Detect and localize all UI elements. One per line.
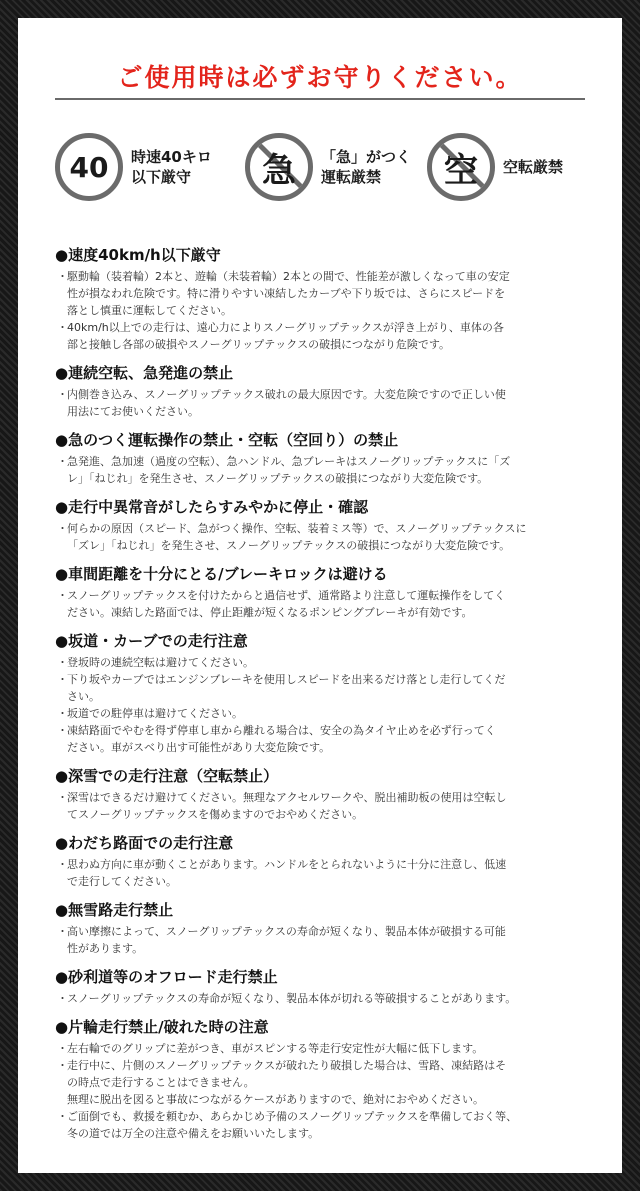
list-item [55, 705, 603, 722]
item-marker: ・ [57, 388, 68, 401]
item-text: 40km/h以上での走行は、遠心力によりスノーグリップテックスが浮き上がり、車体の各 [67, 321, 504, 334]
item-text: 高い摩擦によって、スノーグリップテックスの寿命が短くなり、製品本体が破損する可能 [67, 925, 506, 938]
title-divider [55, 98, 585, 100]
item-text: 内側巻き込み、スノーグリップテックス破れの最大原因です。大変危険ですので正しい使 [67, 388, 506, 401]
no-wheel-spin-icon: 空 [427, 133, 495, 201]
caution-section [55, 497, 603, 554]
item-text: 性があります。 [67, 942, 144, 955]
list-item-continuation [55, 470, 603, 487]
section-heading-text: 砂利道等のオフロード走行禁止 [68, 968, 278, 986]
list-item-continuation [55, 873, 603, 890]
section-heading [55, 833, 603, 853]
bullet-marker: ● [55, 968, 69, 986]
list-item-continuation [55, 302, 603, 319]
item-text: ご面倒でも、救援を頼むか、あらかじめ予備のスノーグリップテックスを準備しておく等、 [67, 1110, 518, 1123]
item-marker: ・ [57, 724, 68, 737]
bullet-marker: ● [55, 834, 69, 852]
bullet-marker: ● [55, 767, 69, 785]
item-marker: ・ [57, 455, 68, 468]
item-text: 性が損なわれ危険です。特に滑りやすい凍結したカーブや下り坂では、さらにスピードを [67, 287, 506, 300]
badge-label: 「急」がつく 運転厳禁 [321, 148, 412, 186]
list-item [55, 268, 603, 285]
item-text: さい。 [67, 690, 100, 703]
item-marker: ・ [57, 858, 68, 871]
item-marker: ・ [57, 707, 68, 720]
item-text: ださい。車がスベり出す可能性があり大変危険です。 [67, 741, 331, 754]
item-text: 「ズレ」「ねじれ」を発生させ、スノーグリップテックスの破損につながり大変危険です。 [67, 539, 511, 552]
bullet-marker: ● [55, 364, 69, 382]
item-marker: ・ [57, 1059, 68, 1072]
section-heading-text: 深雪での走行注意（空転禁止） [68, 767, 279, 785]
caution-section [55, 631, 603, 756]
section-heading-text: 連続空転、急発進の禁止 [68, 364, 234, 382]
section-heading [55, 766, 603, 786]
bullet-marker: ● [55, 632, 69, 650]
section-heading [55, 245, 603, 265]
section-heading [55, 564, 603, 584]
list-item-continuation [55, 604, 603, 621]
section-heading [55, 497, 603, 517]
bullet-marker: ● [55, 431, 69, 449]
section-heading [55, 631, 603, 651]
item-marker: ・ [57, 673, 68, 686]
list-item [55, 1057, 603, 1074]
badge-no-wheel-spin [427, 133, 563, 201]
speed-limit-40-icon: 40 [55, 133, 123, 201]
caution-card [18, 18, 622, 1173]
list-item [55, 923, 603, 940]
item-marker: ・ [57, 321, 68, 334]
list-item [55, 990, 603, 1007]
list-item-continuation [55, 1125, 603, 1142]
page-title: ご使用時は必ずお守りください。 [117, 63, 523, 92]
item-text: 部と接触し各部の破損やスノーグリップテックスの破損につながり危険です。 [67, 338, 451, 351]
item-text: 登坂時の連続空転は避けてください。 [67, 656, 254, 669]
list-item-continuation [55, 403, 603, 420]
bullet-marker: ● [55, 565, 69, 583]
item-text: 冬の道では万全の注意や備えをお願いいたします。 [67, 1127, 320, 1140]
list-item-continuation [55, 806, 603, 823]
list-item [55, 453, 603, 470]
item-text: 坂道での駐停車は避けてください。 [67, 707, 243, 720]
item-text: 何らかの原因（スピード、急がつく操作、空転、装着ミス等）で、スノーグリップテックスに [67, 522, 527, 535]
list-item [55, 520, 603, 537]
section-heading-text: 片輪走行禁止/破れた時の注意 [68, 1018, 269, 1036]
badge-label: 空転厳禁 [503, 158, 564, 176]
caution-section [55, 900, 603, 957]
section-heading-text: 速度40km/h以下厳守 [68, 246, 221, 264]
badge-label: 時速40キロ 以下厳守 [131, 148, 212, 186]
list-item-continuation [55, 336, 603, 353]
bullet-marker: ● [55, 1018, 69, 1036]
caution-section [55, 245, 603, 353]
bullet-marker: ● [55, 498, 69, 516]
list-item [55, 722, 603, 739]
list-item [55, 1108, 603, 1125]
no-sudden-operation-icon: 急 [245, 133, 313, 201]
item-text: レ」「ねじれ」を発生させ、スノーグリップテックスの破損につながり大変危険です。 [67, 472, 489, 485]
item-text: 思わぬ方向に車が動くことがあります。ハンドルをとられないように十分に注意し、低速 [67, 858, 507, 871]
section-heading [55, 967, 603, 987]
list-item-continuation [55, 940, 603, 957]
list-item [55, 319, 603, 336]
item-text: 下り坂やカーブではエンジンブレーキを使用しスピードを出来るだけ落とし走行してくだ [67, 673, 506, 686]
item-text: で走行してください。 [67, 875, 177, 888]
item-text: 駆動輪（装着輪）2本と、遊輪（未装着輪）2本との間で、性能差が激しくなって車の安定 [67, 270, 510, 283]
item-marker: ・ [57, 925, 68, 938]
item-text: スノーグリップテックスの寿命が短くなり、製品本体が切れる等破損することがあります。 [67, 992, 517, 1005]
item-text: 凍結路面でやむを得ず停車し車から離れる場合は、安全の為タイヤ止めを必ず行ってく [67, 724, 496, 737]
section-heading-text: 無雪路走行禁止 [68, 901, 174, 919]
item-text: スノーグリップテックスを付けたからと過信せず、通常路より注意して運転操作をしてく [67, 589, 506, 602]
caution-section [55, 1017, 603, 1142]
bullet-marker: ● [55, 901, 69, 919]
caution-section [55, 363, 603, 420]
item-text: の時点で走行することはできません。 [67, 1076, 255, 1089]
list-item [55, 671, 603, 688]
item-text: 左右輪でのグリップに差がつき、車がスピンする等走行安定性が大幅に低下します。 [67, 1042, 484, 1055]
item-marker: ・ [57, 270, 68, 283]
list-item [55, 856, 603, 873]
section-heading [55, 1017, 603, 1037]
item-marker: ・ [57, 992, 68, 1005]
list-item-continuation [55, 739, 603, 756]
section-heading-text: 急のつく運転操作の禁止・空転（空回り）の禁止 [68, 431, 399, 449]
list-item-continuation [55, 688, 603, 705]
list-item-continuation [55, 285, 603, 302]
list-item-continuation [55, 1074, 603, 1091]
caution-section [55, 766, 603, 823]
item-text: 深雪はできるだけ避けてください。無理なアクセルワークや、脱出補助板の使用は空転し [67, 791, 507, 804]
caution-section [55, 967, 603, 1007]
caution-section [55, 833, 603, 890]
item-text: 走行中に、片側のスノーグリップテックスが破れたり破損した場合は、雪路、凍結路はそ [67, 1059, 507, 1072]
item-marker: ・ [57, 791, 68, 804]
list-item [55, 654, 603, 671]
list-item [55, 386, 603, 403]
item-text: てスノーグリップテックスを傷めますのでおやめください。 [67, 808, 364, 821]
section-heading-text: わだち路面での走行注意 [68, 834, 234, 852]
list-item-continuation [55, 1091, 603, 1108]
badge-no-sudden-operation [245, 133, 411, 201]
item-text: ださい。凍結した路面では、停止距離が短くなるポンピングブレーキが有効です。 [67, 606, 473, 619]
caution-sections [55, 245, 603, 1152]
item-marker: ・ [57, 1042, 68, 1055]
section-heading-text: 車間距離を十分にとる/ブレーキロックは避ける [68, 565, 388, 583]
list-item [55, 789, 603, 806]
caution-section [55, 564, 603, 621]
caution-section [55, 430, 603, 487]
list-item [55, 1040, 603, 1057]
section-heading-text: 走行中異常音がしたらすみやかに停止・確認 [68, 498, 369, 516]
badge-speed-limit [55, 133, 212, 201]
section-heading [55, 363, 603, 383]
item-text: 落とし慎重に運転してください。 [67, 304, 232, 317]
section-heading-text: 坂道・カーブでの走行注意 [68, 632, 248, 650]
section-heading [55, 900, 603, 920]
item-text: 無理に脱出を図ると事故につながるケースがありますので、絶対におやめください。 [67, 1093, 485, 1106]
item-marker: ・ [57, 656, 68, 669]
item-text: 急発進、急加速（過度の空転）、急ハンドル、急ブレーキはスノーグリップテックスに「ズ [67, 455, 511, 468]
list-item-continuation [55, 537, 603, 554]
section-heading [55, 430, 603, 450]
list-item [55, 587, 603, 604]
item-marker: ・ [57, 589, 68, 602]
item-marker: ・ [57, 522, 68, 535]
bullet-marker: ● [55, 246, 69, 264]
item-text: 用法にてお使いください。 [67, 405, 199, 418]
item-marker: ・ [57, 1110, 68, 1123]
